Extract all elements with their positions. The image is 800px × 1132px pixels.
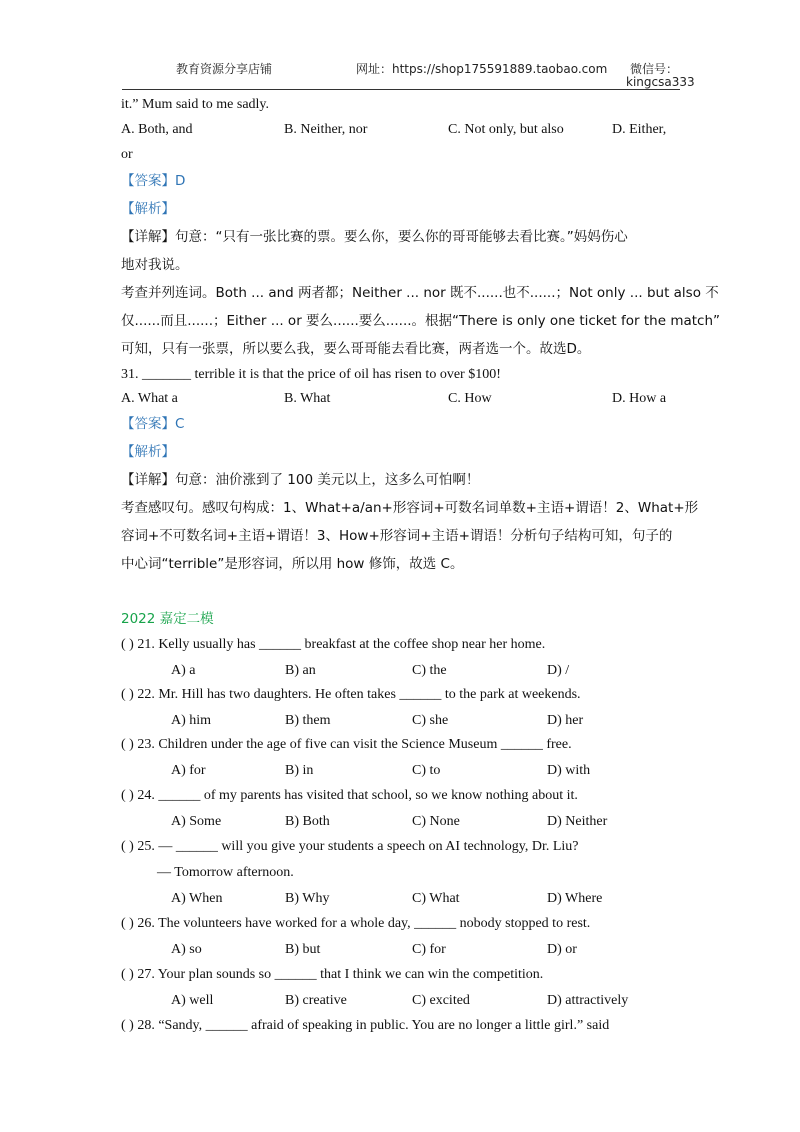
question-option: C) she (412, 713, 449, 728)
q30-option-d: D. Either, (612, 122, 667, 137)
q31-detail-line: 中心词“terrible”是形容词，所以用 how 修饰，故选 C。 (121, 556, 464, 572)
q30-answer: 【答案】D (121, 173, 186, 189)
question-option: A) for (171, 763, 206, 778)
q31-option-a: A. What a (121, 391, 178, 406)
question-option: A) him (171, 713, 212, 728)
q30-option-a: A. Both, and (121, 122, 193, 137)
question-option: D) her (547, 713, 584, 728)
question-option: D) attractively (547, 993, 629, 1008)
question-option: D) Where (547, 891, 603, 906)
section-title: 2022 嘉定二模 (121, 611, 214, 627)
page-header (0, 0, 800, 92)
q30-detail-line: 地对我说。 (121, 257, 189, 273)
shop-url: 网址：https://shop175591889.taobao.com (356, 62, 608, 76)
q31-answer: 【答案】C (121, 416, 185, 432)
question-option: C) excited (412, 993, 470, 1008)
question-option: C) None (412, 814, 460, 829)
shop-name: 教育资源分享店铺 (176, 62, 273, 76)
question-stem: ( ) 22. Mr. Hill has two daughters. He often takes ______ to the park at weekends. (121, 687, 581, 702)
question-stem: ( ) 24. ______ of my parents has visited that school, so we know nothing about it. (121, 788, 578, 803)
q30-detail-line: 考查并列连词。Both ... and 两者都；Neither ... nor 既不......也不......；Not only ... but also 不 (121, 285, 719, 301)
q30-analysis-tag: 【解析】 (121, 201, 175, 217)
question-option: A) Some (171, 814, 222, 829)
question-option: D) Neither (547, 814, 608, 829)
question-option: B) but (285, 942, 321, 957)
question-option: B) in (285, 763, 314, 778)
question-option: A) a (171, 663, 196, 678)
q30-detail-line: 【详解】句意：“只有一张比赛的票。要么你，要么你的哥哥能够去看比赛。”妈妈伤心 (121, 229, 628, 245)
question-option: C) for (412, 942, 446, 957)
question-option: A) so (171, 942, 202, 957)
q31-option-b: B. What (284, 391, 331, 406)
question-stem: ( ) 23. Children under the age of five can visit the Science Museum ______ free. (121, 737, 572, 752)
question-option: D) with (547, 763, 591, 778)
question-option: B) Why (285, 891, 330, 906)
wechat-label: 微信号： (630, 62, 679, 76)
q30-detail-line: 仅......而且......；Either ... or 要么......要么......。根据“There is only one ticket for the match” (121, 313, 721, 329)
header-divider (122, 89, 680, 90)
question-option: A) well (171, 993, 214, 1008)
q31-option-d: D. How a (612, 391, 667, 406)
q31-stem: 31. _______ terrible it is that the price of oil has risen to over $100! (121, 367, 501, 382)
question-option: B) them (285, 713, 331, 728)
q31-analysis-tag: 【解析】 (121, 444, 175, 460)
q30-option-b: B. Neither, nor (284, 122, 368, 137)
q31-detail-line: 容词+不可数名词+主语+谓语！3、How+形容词+主语+谓语！分析句子结构可知，句子的 (121, 528, 673, 544)
question-reply: — Tomorrow afternoon. (157, 865, 294, 880)
q30-option-c: C. Not only, but also (448, 122, 564, 137)
q30-option-wrap: or (121, 147, 133, 162)
question-option: C) What (412, 891, 460, 906)
question-option: C) the (412, 663, 447, 678)
question-option: C) to (412, 763, 441, 778)
q30-tail: it.” Mum said to me sadly. (121, 97, 270, 112)
question-option: D) or (547, 942, 577, 957)
question-stem: ( ) 25. — ______ will you give your students a speech on AI technology, Dr. Liu? (121, 839, 579, 854)
question-option: B) an (285, 663, 316, 678)
question-option: D) / (547, 663, 570, 678)
question-option: A) When (171, 891, 223, 906)
question-stem: ( ) 27. Your plan sounds so ______ that I think we can win the competition. (121, 967, 544, 982)
question-stem: ( ) 26. The volunteers have worked for a whole day, ______ nobody stopped to rest. (121, 916, 591, 931)
q31-detail-line: 【详解】句意：油价涨到了 100 美元以上，这多么可怕啊！ (121, 472, 480, 488)
q31-detail-line: 考查感叹句。感叹句构成：1、What+a/an+形容词+可数名词单数+主语+谓语！2、What+形 (121, 500, 699, 516)
question-option: B) creative (285, 993, 347, 1008)
q28-stem: ( ) 28. “Sandy, ______ afraid of speaking in public. You are no longer a little girl.” said (121, 1018, 610, 1033)
wechat-id: kingcsa333 (626, 75, 695, 89)
question-stem: ( ) 21. Kelly usually has ______ breakfast at the coffee shop near her home. (121, 637, 546, 652)
q31-option-c: C. How (448, 391, 492, 406)
question-option: B) Both (285, 814, 330, 829)
q30-detail-line: 可知，只有一张票，所以要么我，要么哥哥能去看比赛，两者选一个。故选D。 (121, 341, 591, 357)
